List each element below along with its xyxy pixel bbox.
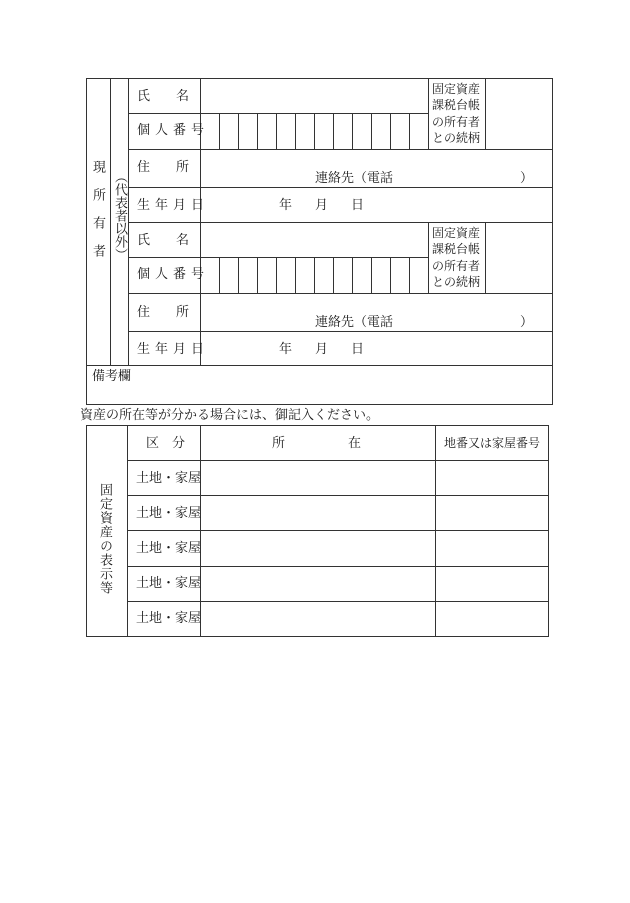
address-label: 住 所 [137, 305, 190, 320]
asset-location-note: 資産の所在等が分かる場合には、御記入ください。 [80, 408, 380, 423]
birthdate-day: 日 [351, 342, 365, 357]
birthdate-day: 日 [351, 198, 365, 213]
asset-location-field[interactable] [201, 461, 434, 495]
asset-location-field[interactable] [201, 602, 434, 636]
asset-location-field[interactable] [201, 567, 434, 601]
contact-phone-label: 連絡先（電話 [315, 171, 394, 186]
name-field[interactable] [201, 79, 427, 113]
asset-category-cell: 土地・家屋 [136, 541, 202, 556]
remarks-field[interactable] [87, 388, 552, 404]
lot-number-field[interactable] [436, 461, 548, 495]
birthdate-month: 月 [315, 198, 329, 213]
address-field[interactable] [201, 294, 552, 316]
relationship-field[interactable] [486, 223, 552, 293]
birthdate-label: 生年月日 [137, 198, 210, 213]
asset-category-cell: 土地・家屋 [136, 506, 202, 521]
remarks-label: 備考欄 [92, 369, 132, 384]
asset-category-cell: 土地・家屋 [136, 576, 202, 591]
birthdate-month: 月 [315, 342, 329, 357]
lot-number-field[interactable] [436, 496, 548, 530]
name-label: 氏 名 [137, 233, 190, 248]
asset-category-cell: 土地・家屋 [136, 471, 202, 486]
address-field[interactable] [201, 150, 552, 172]
birthdate-year: 年 [279, 342, 293, 357]
name-field[interactable] [201, 223, 427, 257]
lot-number-field[interactable] [436, 531, 548, 566]
asset-category-cell: 土地・家屋 [136, 611, 202, 626]
asset-location-field[interactable] [201, 496, 434, 530]
individual-number-label: 個人番号 [137, 123, 210, 138]
lot-number-field[interactable] [436, 567, 548, 601]
birthdate-label: 生年月日 [137, 342, 210, 357]
contact-phone-label: 連絡先（電話 [315, 315, 394, 330]
location-header-part-2: 在 [348, 436, 362, 451]
current-owner-subtitle: （代表者以外） [112, 170, 127, 261]
contact-phone-close: ） [520, 315, 534, 330]
lot-number-field[interactable] [436, 602, 548, 636]
contact-phone-close: ） [520, 171, 534, 186]
category-header: 区 分 [146, 436, 186, 451]
current-owner-title: 現所有者 [90, 160, 105, 272]
individual-number-label: 個人番号 [137, 267, 210, 282]
lot-number-header: 地番又は家屋番号 [444, 436, 541, 450]
relationship-field[interactable] [486, 79, 552, 149]
asset-display-side-label: 固定資産の表示等 [97, 483, 112, 595]
asset-location-field[interactable] [201, 531, 434, 566]
address-label: 住 所 [137, 160, 190, 175]
name-label: 氏 名 [137, 89, 190, 104]
location-header-part-1: 所 [272, 436, 286, 451]
birthdate-year: 年 [279, 198, 293, 213]
